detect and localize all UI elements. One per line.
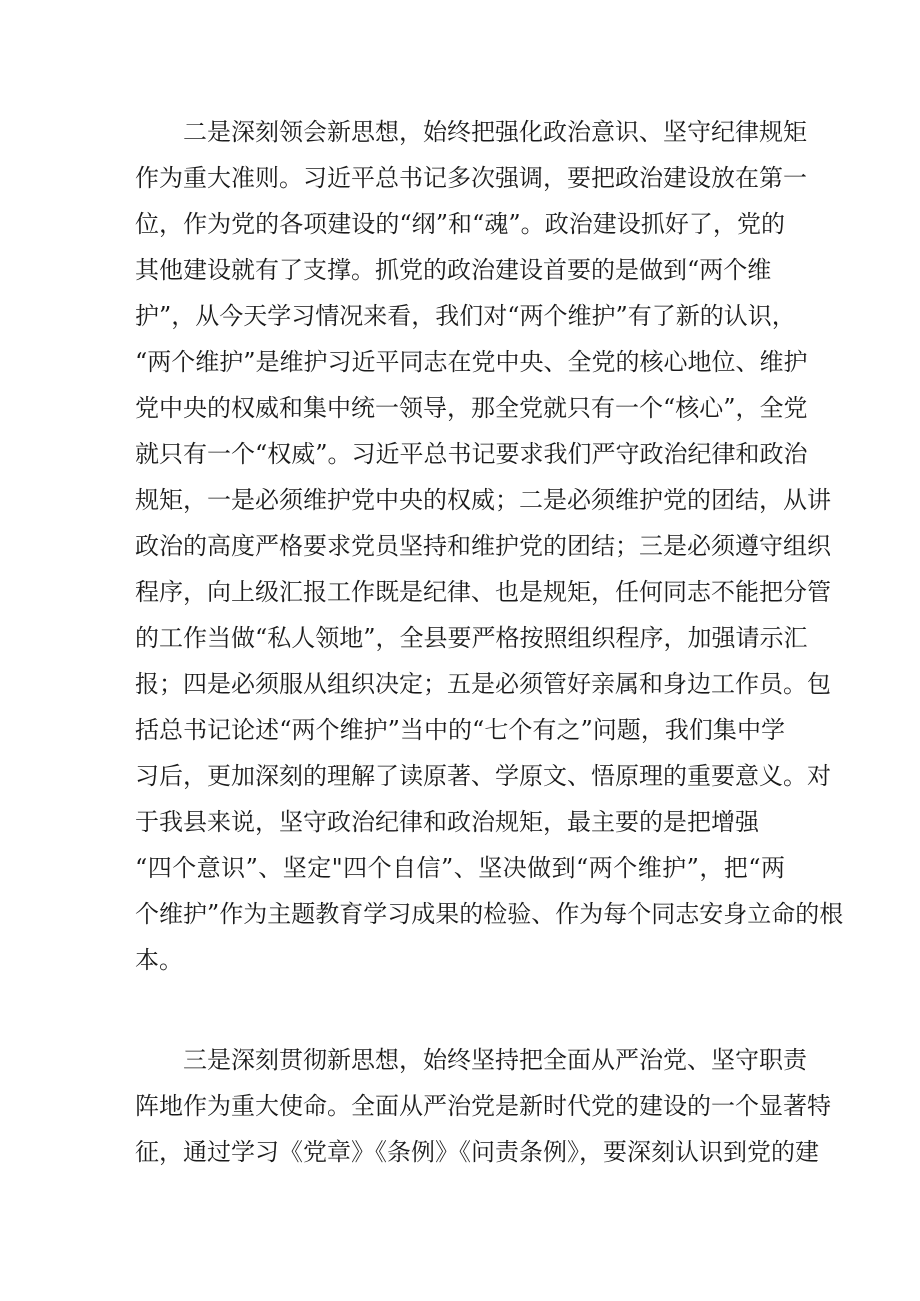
paragraph-2-line-6: “两个维护”是维护习近平同志在党中央、全党的核心地位、维护 xyxy=(135,348,808,376)
paragraph-2-line-18: 个维护”作为主题教育学习成果的检验、作为每个同志安身立命的根 xyxy=(135,900,844,928)
paragraph-2-line-8: 就只有一个“权威”。习近平总书记要求我们严守政治纪律和政治 xyxy=(135,440,808,468)
paragraph-2-line-14: 括总书记论述“两个维护”当中的“七个有之”问题，我们集中学 xyxy=(135,716,785,744)
paragraph-2-line-10: 政治的高度严格要求党员坚持和维护党的团结；三是必须遵守组织 xyxy=(135,532,831,560)
paragraph-3-line-2: 阵地作为重大使命。全面从严治党是新时代党的建设的一个显著特 xyxy=(135,1092,831,1120)
paragraph-2-line-13: 报；四是必须服从组织决定；五是必须管好亲属和身边工作员。包 xyxy=(135,670,831,698)
paragraph-2-line-1: 二是深刻领会新思想，始终把强化政治意识、坚守纪律规矩 xyxy=(183,118,807,146)
paragraph-2-line-4: 其他建设就有了支撑。抓党的政治建设首要的是做到“两个维 xyxy=(135,256,772,284)
paragraph-3-line-3: 征，通过学习《党章》《条例》《问责条例》，要深刻认识到党的建 xyxy=(135,1138,819,1166)
paragraph-2-line-3: 位，作为党的各项建设的“纲”和“魂”。政治建设抓好了，党的 xyxy=(135,210,785,238)
paragraph-2-line-16: 于我县来说，坚守政治纪律和政治规矩，最主要的是把增强 xyxy=(135,808,759,836)
paragraph-2-line-11: 程序，向上级汇报工作既是纪律、也是规矩，任何同志不能把分管 xyxy=(135,578,831,606)
paragraph-2-line-15: 习后，更加深刻的理解了读原著、学原文、悟原理的重要意义。对 xyxy=(135,762,831,790)
paragraph-2-line-17: “四个意识”、坚定"四个自信”、坚决做到“两个维护”，把“两 xyxy=(135,854,785,882)
paragraph-2-line-9: 规矩，一是必须维护党中央的权威；二是必须维护党的团结，从讲 xyxy=(135,486,831,514)
paragraph-2-line-5: 护”，从今天学习情况来看，我们对“两个维护”有了新的认识， xyxy=(135,302,796,330)
paragraph-2-line-12: 的工作当做“私人领地”，全县要严格按照组织程序，加强请示汇 xyxy=(135,624,808,652)
paragraph-2-line-7: 党中央的权威和集中统一领导，那全党就只有一个“核心”，全党 xyxy=(135,394,808,422)
paragraph-2-line-2: 作为重大准则。习近平总书记多次强调，要把政治建设放在第一 xyxy=(135,164,807,192)
paragraph-3-line-1: 三是深刻贯彻新思想，始终坚持把全面从严治党、坚守职责 xyxy=(183,1046,807,1074)
paragraph-2-line-19: 本。 xyxy=(135,946,183,974)
